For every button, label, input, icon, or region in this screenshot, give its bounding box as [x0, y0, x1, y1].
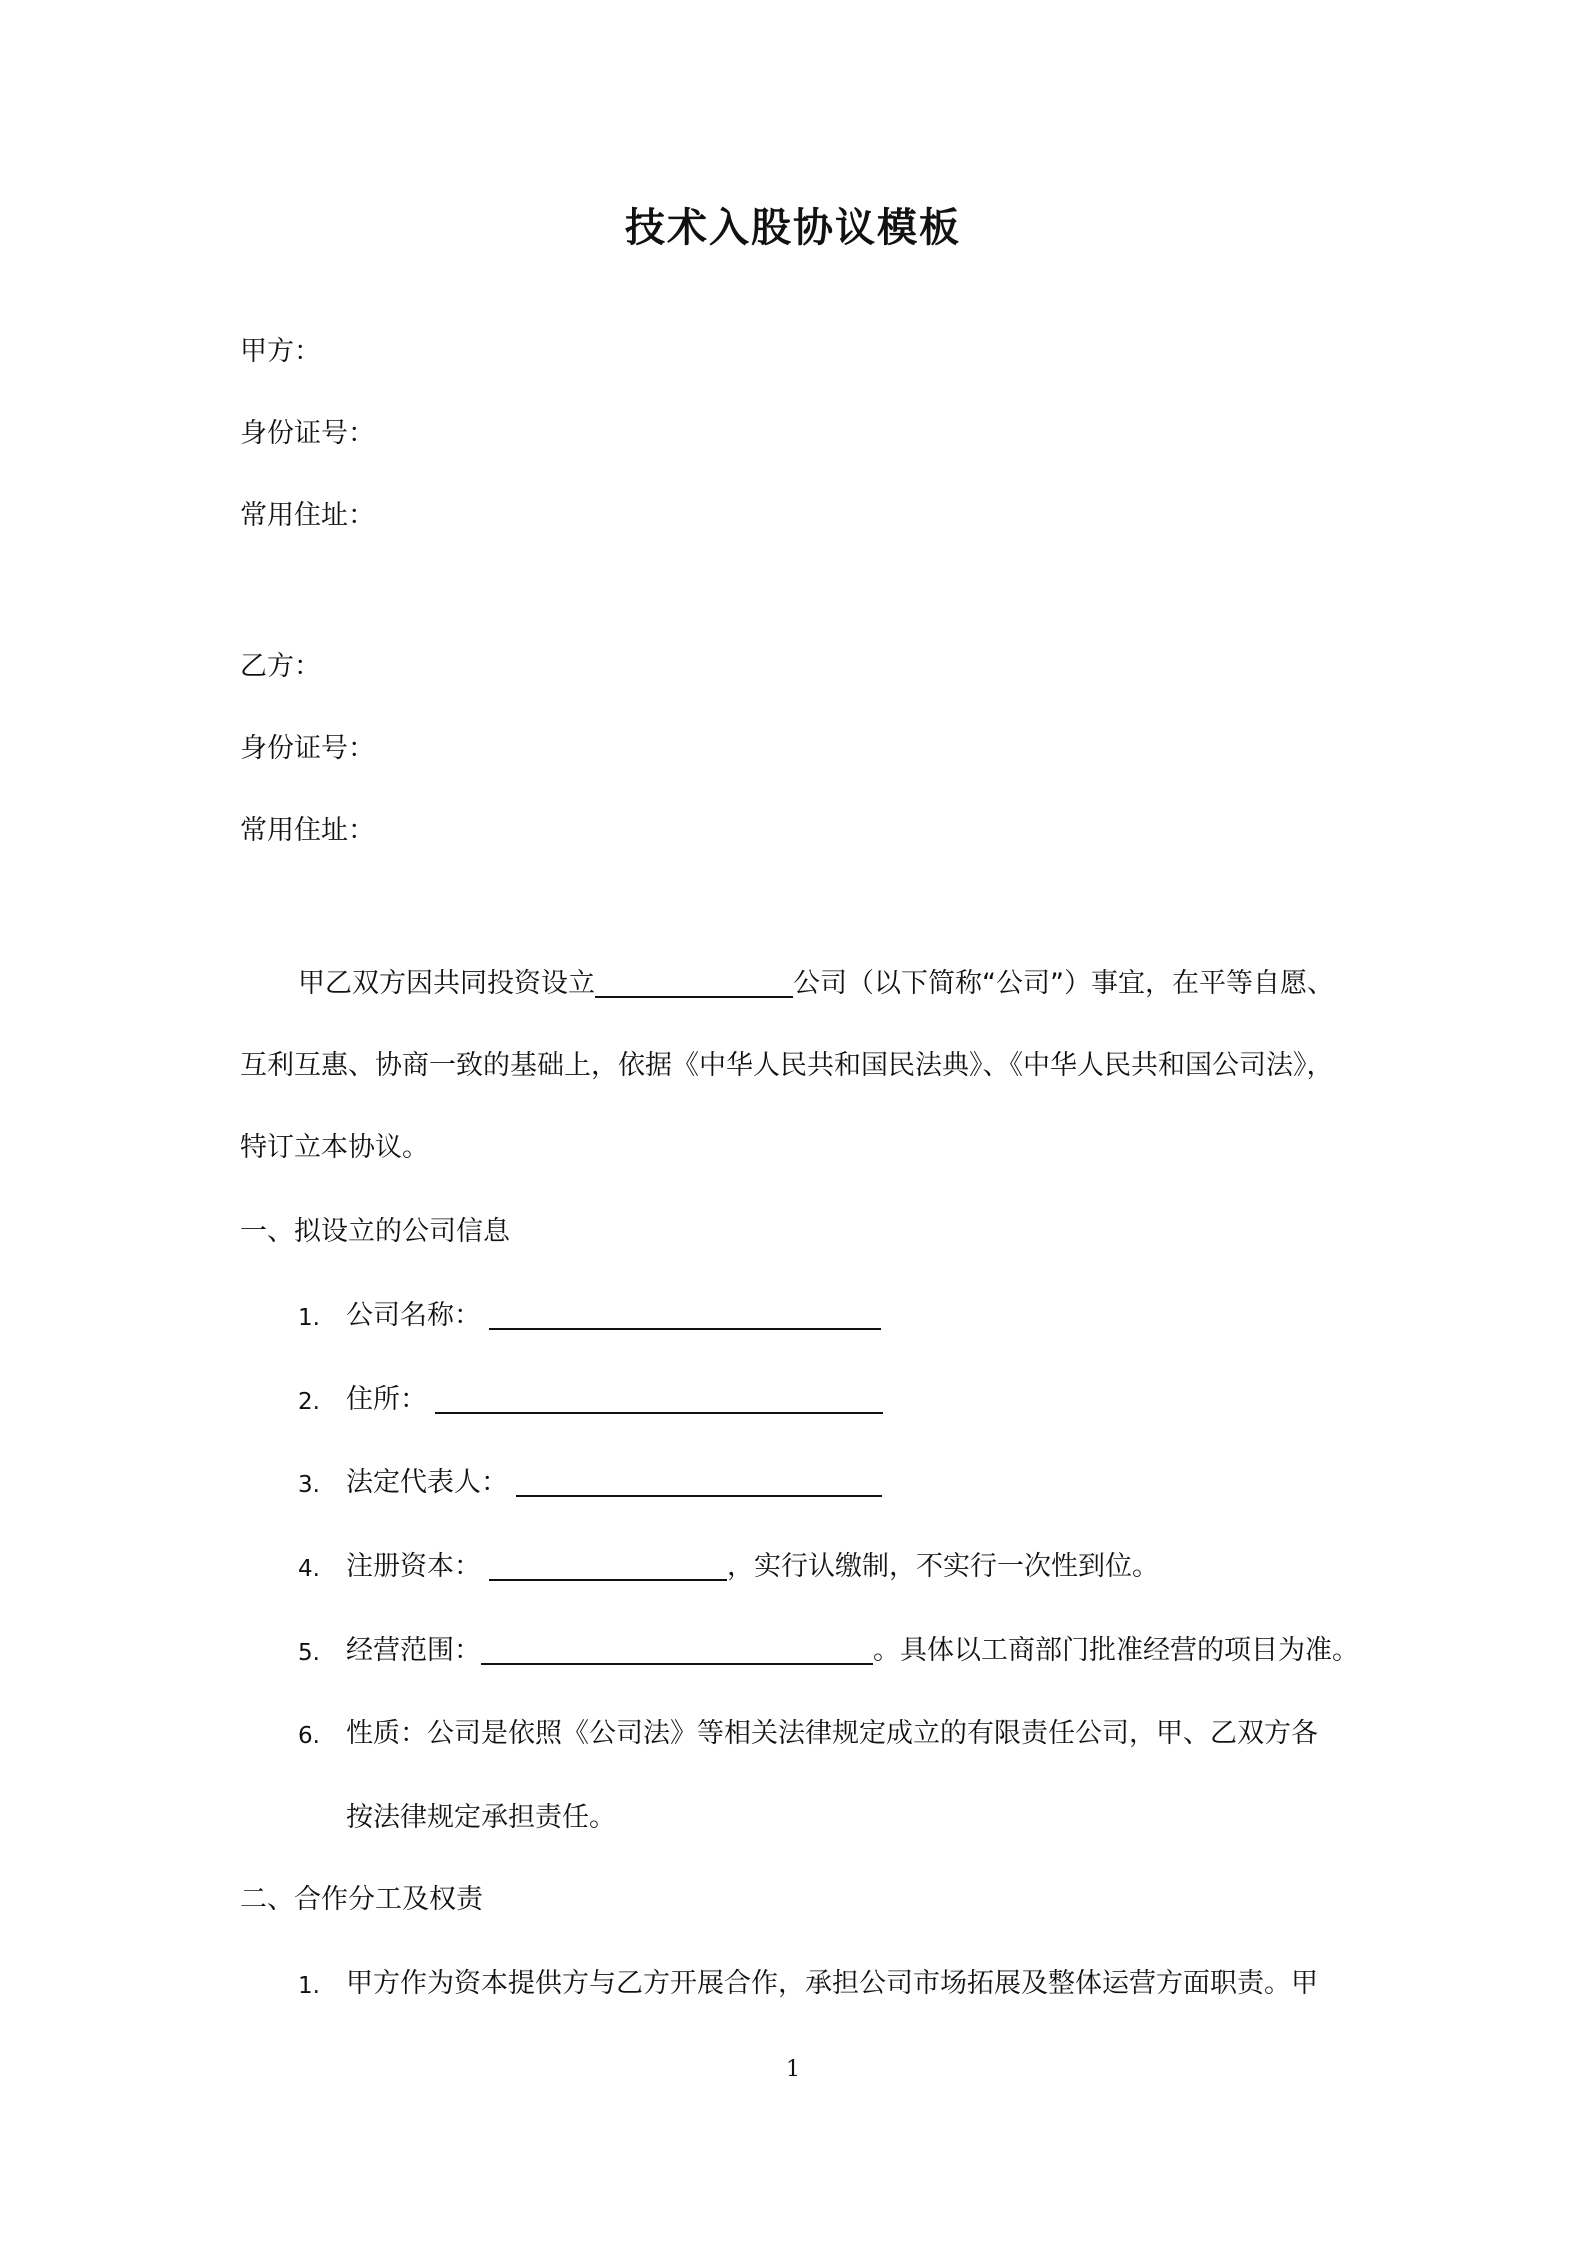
- business-scope-label: 经营范围：: [346, 1635, 481, 1666]
- section-2-item-1-number: 1.: [298, 1973, 320, 1999]
- intro-line-1-suffix: 公司（以下简称“公司”）事宜，在平等自愿、: [793, 968, 1334, 999]
- section-1-item-3-number: 3.: [298, 1472, 320, 1498]
- document-title: 技术入股协议模板: [625, 205, 961, 251]
- intro-line-2: 互利互惠、协商一致的基础上，依据《中华人民共和国民法典》、《中华人民共和国公司法》，: [240, 1050, 1334, 1081]
- section-1-item-6-number: 6.: [298, 1723, 320, 1749]
- legal-representative-field-blank: [516, 1465, 882, 1497]
- registered-capital-field-blank: [489, 1549, 727, 1581]
- section-1-item-5: [346, 1631, 1359, 1671]
- registered-capital-note: ，实行认缴制，不实行一次性到位。: [727, 1551, 1159, 1582]
- party-b-address-label: 常用住址：: [240, 815, 375, 846]
- business-scope-note: 。具体以工商部门批准经营的项目为准。: [873, 1635, 1359, 1666]
- section-1-item-2-number: 2.: [298, 1389, 320, 1415]
- party-a-name-label: 甲方：: [240, 336, 321, 367]
- section-1-item-3: [346, 1463, 882, 1503]
- party-b-name-label: 乙方：: [240, 651, 321, 682]
- section-1-item-6-continued: 按法律规定承担责任。: [346, 1802, 616, 1833]
- section-1-item-1-number: 1.: [298, 1305, 320, 1331]
- intro-line-1: [298, 964, 1334, 1004]
- domicile-label: 住所：: [346, 1384, 427, 1415]
- business-scope-field-blank: [481, 1633, 873, 1665]
- company-name-field-blank: [489, 1298, 881, 1330]
- intro-line-1-prefix: 甲乙双方因共同投资设立: [298, 968, 595, 999]
- section-1-item-4-number: 4.: [298, 1556, 320, 1582]
- section-1-item-4: [346, 1547, 1159, 1587]
- section-1-item-1: [346, 1296, 881, 1336]
- section-1-item-2: [346, 1380, 883, 1420]
- domicile-field-blank: [435, 1382, 883, 1414]
- registered-capital-label: 注册资本：: [346, 1551, 481, 1582]
- party-a-id-label: 身份证号：: [240, 418, 375, 449]
- section-2-item-1: 甲方作为资本提供方与乙方开展合作，承担公司市场拓展及整体运营方面职责。甲: [346, 1968, 1318, 1999]
- page-number: 1: [786, 2057, 800, 2082]
- party-a-address-label: 常用住址：: [240, 500, 375, 531]
- intro-line-3: 特订立本协议。: [240, 1132, 429, 1163]
- company-name-label: 公司名称：: [346, 1300, 481, 1331]
- party-b-id-label: 身份证号：: [240, 733, 375, 764]
- section-1-item-6: 性质：公司是依照《公司法》等相关法律规定成立的有限责任公司，甲、乙双方各: [346, 1718, 1318, 1749]
- section-2-heading: 二、合作分工及权责: [240, 1884, 483, 1915]
- section-1-item-5-number: 5.: [298, 1640, 320, 1666]
- legal-representative-label: 法定代表人：: [346, 1467, 508, 1498]
- section-1-heading: 一、拟设立的公司信息: [240, 1216, 510, 1247]
- company-name-blank: [595, 966, 793, 998]
